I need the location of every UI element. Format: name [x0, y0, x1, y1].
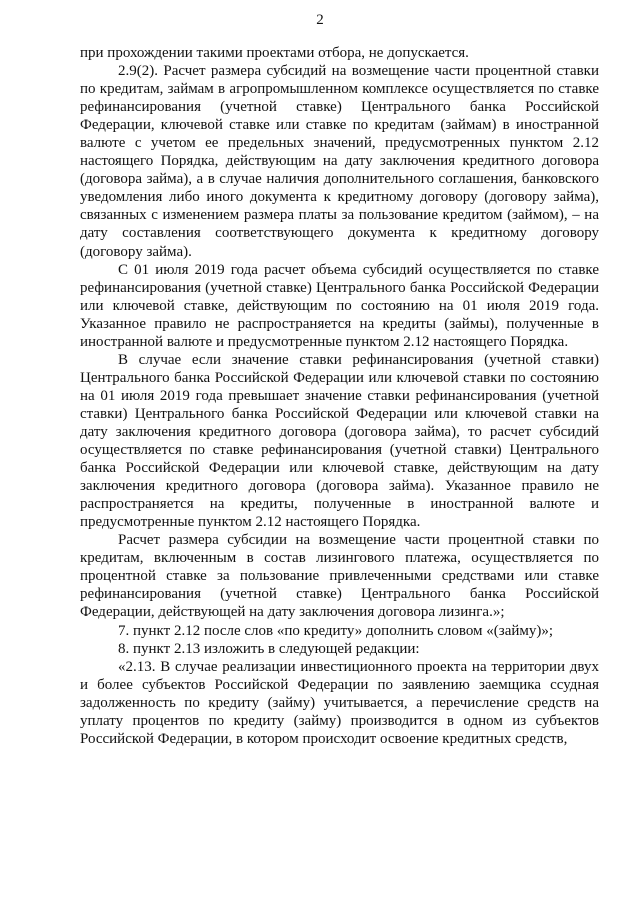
- paragraph-item-8: 8. пункт 2.13 изложить в следующей редакции:: [118, 640, 420, 657]
- paragraph-from-july-2019: С 01 июля 2019 года расчет объема субсидий осуществляется по ставке рефинансирования (учетной ставке) Центрального банка Российской Федерации или ключевой ставке, действующим по состоянию на 01 июля 2019 года. Указанное правило не распространяется на кредиты (займы), полученные в иностранной валюте и предусмотренные пунктом 2.12 настоящего Порядка.: [80, 261, 599, 350]
- paragraph-2-9-2: 2.9(2). Расчет размера субсидий на возмещение части процентной ставки по кредитам, займам в агропромышленном комплексе осуществляется по ставке рефинансирования (учетной ставке) Центрального банка Российской Федерации, ключевой ставке или ставке по кредитам (займам) в иностранной валюте с учетом ее предельных значений, предусмотренных пунктом 2.12 настоящего Порядка, действующим на дату заключения кредитного договора (договора займа), а в случае наличия дополнительного соглашения, банковского уведомления либо иного документа к кредитному договору (договору займа), связанных с изменением размера платы за пользование кредитом (займом), – на дату составления соответствующего документа к кредитному договору (договору займа).: [80, 63, 599, 260]
- paragraph-rate-exceeds: В случае если значение ставки рефинансирования (учетной ставки) Центрального банка Российской Федерации или ключевой ставки по состоянию на 01 июля 2019 года превышает значение ставки рефинансирования (учетной ставки) Центрального банка Российской Федерации или ключевой ставки на дату заключения кредитного договора (договора займа), то расчет субсидий осуществляется по ставке рефинансирования (учетной ставки) Центрального банка Российской Федерации или ключевой ставке, действующим на дату заключения кредитного договора (договора займа). Указанное правило не распространяется на кредиты, полученные в иностранной валюте и предусмотренные пунктом 2.12 настоящего Порядка.: [80, 351, 599, 531]
- paragraph-leasing: Расчет размера субсидии на возмещение части процентной ставки по кредитам, включенным в состав лизингового платежа, осуществляется по процентной ставке за пользование привлеченными средствами или ставке рефинансирования (учетной ставке) Центрального банка Российской Федерации, действующей на дату заключения договора лизинга.»;: [80, 532, 599, 621]
- paragraph-2-13: «2.13. В случае реализации инвестиционного проекта на территории двух и более субъектов Российской Федерации по заявлению заемщика ссудная задолженность по кредиту (займу) учитывается, а перечисление средств на уплату процентов по кредиту (займу) производится в одном из субъектов Российской Федерации, в котором происходит освоение кредитных средств,: [80, 658, 599, 747]
- document-body: [80, 44, 599, 748]
- paragraph-item-7: 7. пункт 2.12 после слов «по кредиту» дополнить словом «(займу)»;: [118, 622, 554, 639]
- paragraph-continuation: при прохождении такими проектами отбора, не допускается.: [80, 45, 469, 61]
- page-number: 2: [316, 12, 324, 28]
